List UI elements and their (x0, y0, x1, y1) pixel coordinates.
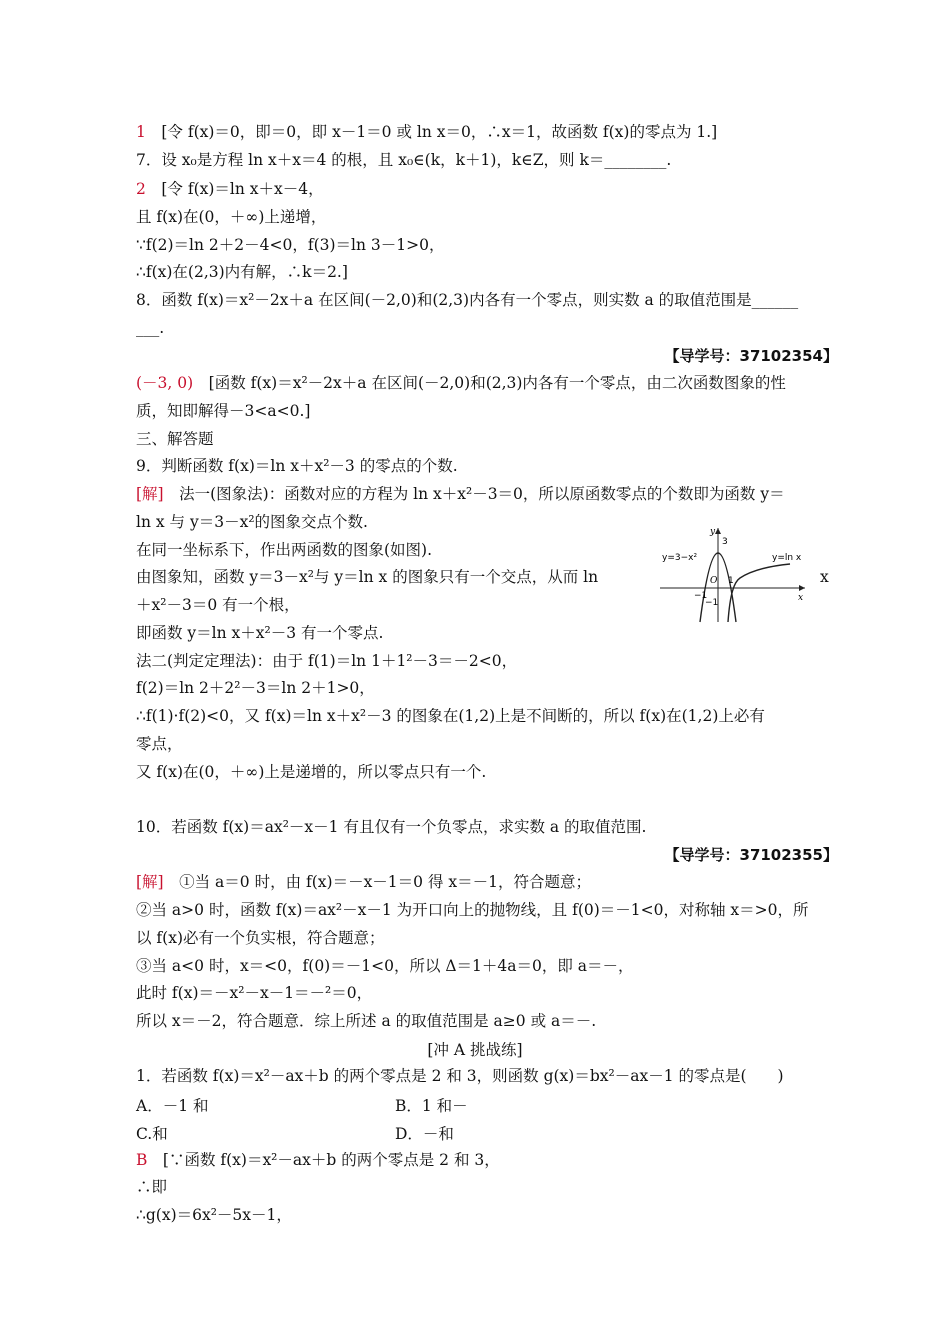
answer-marker: 1 (136, 123, 146, 141)
text-line (136, 956, 634, 976)
line-text: 7．设 x₀是方程 ln x＋x＝4 的根，且 x₀∈(k，k＋1)，k∈Z，则 k＝________. (136, 151, 672, 169)
text-line (136, 983, 372, 1003)
function-graph (660, 524, 840, 624)
line-text: ∴f(x)在(2,3)内有解，∴k＝2.] (136, 263, 348, 281)
line-text: ∵f(2)＝ln 2＋2－4<0，f(3)＝ln 3－1>0， (136, 236, 445, 254)
guide-code-1: 【导学号：37102354】 (664, 347, 838, 365)
line-text: ∴即 (136, 1178, 168, 1196)
text-line (136, 623, 383, 643)
text-line (136, 651, 517, 671)
line-text: 法一(图象法)：函数对应的方程为 ln x＋x²－3＝0，所以原函数零点的个数即为函数 y＝ (163, 485, 785, 503)
text-line (136, 318, 164, 338)
text-line (136, 900, 809, 920)
tick-neg1-x-label: −1 (694, 591, 708, 601)
line-text: 零点， (136, 735, 183, 753)
line-text: 又 f(x)在(0，＋∞)上是递增的，所以零点只有一个. (136, 763, 487, 781)
stray-x-text: x (820, 568, 829, 586)
line-text: 所以 x＝－2，符合题意．综上所述 a 的取值范围是 a≥0 或 a＝－. (136, 1012, 597, 1030)
text-line (136, 595, 300, 615)
text-line (136, 484, 785, 504)
text-line (136, 706, 765, 726)
text-line (136, 928, 385, 948)
line-text: 1．若函数 f(x)＝x²－ax＋b 的两个零点是 2 和 3，则函数 g(x)＝bx²－ax－1 的零点是( ) (136, 1067, 784, 1085)
text-line (136, 373, 786, 393)
text-line (136, 567, 598, 587)
line-text: 8．函数 f(x)＝x²－2x＋a 在区间(－2,0)和(2,3)内各有一个零点，则实数 a 的取值范围是______ (136, 291, 799, 309)
origin-label: O (710, 576, 718, 586)
line-text: 在同一坐标系下，作出两函数的图象(如图). (136, 541, 433, 559)
line-text: 三、解答题 (136, 430, 214, 448)
text-line (136, 762, 486, 782)
section-title: [冲 A 挑战练] (427, 1041, 523, 1059)
line-text: 法二(判定定理法)：由于 f(1)＝ln 1＋1²－3＝－2<0， (136, 652, 518, 670)
line-text: 由图象知，函数 y＝3－x²与 y＝ln x 的图象只有一个交点，从而 ln (136, 568, 599, 586)
text-line (136, 734, 183, 754)
text-line (136, 122, 717, 142)
text-line (136, 1066, 784, 1086)
answer-marker: [解] (136, 485, 164, 503)
ln-label: y=ln x (772, 553, 802, 563)
text-line (136, 429, 214, 449)
text-line (136, 1205, 292, 1225)
ln-curve (728, 564, 790, 622)
answer-marker: B (136, 1151, 148, 1169)
option-a: A．－1 和 (136, 1097, 209, 1115)
text-line (136, 235, 445, 255)
line-text: 即函数 y＝ln x＋x²－3 有一个零点. (136, 624, 384, 642)
line-text: f(2)＝ln 2＋2²－3＝ln 2＋1>0， (136, 679, 375, 697)
text-line (136, 179, 324, 199)
x-axis-label: x (798, 593, 804, 603)
parabola-label: y=3−x² (662, 553, 698, 563)
answer-marker: 2 (136, 180, 146, 198)
line-text: ③当 a<0 时，x＝<0，f(0)＝－1<0，所以 Δ＝1＋4a＝0，即 a＝－， (136, 957, 634, 975)
line-text: ①当 a＝0 时，由 f(x)＝－x－1＝0 得 x＝－1，符合题意； (163, 873, 591, 891)
line-text: 10．若函数 f(x)＝ax²－x－1 有且仅有一个负零点，求实数 a 的取值范围. (136, 818, 647, 836)
line-text: 质，知即解得－3<a<0.] (136, 402, 311, 420)
text-line (136, 290, 798, 310)
option-d: D．－和 (395, 1125, 454, 1143)
line-text: [函数 f(x)＝x²－2x＋a 在区间(－2,0)和(2,3)内各有一个零点，由二次函数图象的性 (193, 374, 786, 392)
line-text: ∴f(1)·f(2)<0，又 f(x)＝ln x＋x²－3 的图象在(1,2)上是不间断的，所以 f(x)在(1,2)上必有 (136, 707, 765, 725)
line-text: [∵函数 f(x)＝x²－ax＋b 的两个零点是 2 和 3， (147, 1151, 500, 1169)
line-text: 且 f(x)在(0，＋∞)上递增， (136, 208, 327, 226)
answer-marker: (－3, 0) (136, 374, 194, 392)
line-text: ___. (136, 319, 165, 337)
line-text: 以 f(x)必有一个负实根，符合题意； (136, 929, 385, 947)
text-line (136, 512, 368, 532)
line-text: 此时 f(x)＝－x²－x－1＝－²＝0， (136, 984, 373, 1002)
text-line (136, 207, 326, 227)
line-text: ＋x²－3＝0 有一个根， (136, 596, 300, 614)
text-line (136, 678, 375, 698)
line-text: ②当 a>0 时，函数 f(x)＝ax²－x－1 为开口向上的抛物线，且 f(0)＝－1<0，对称轴 x＝>0，所 (136, 901, 809, 919)
line-text: 9．判断函数 f(x)＝ln x＋x²－3 的零点的个数. (136, 457, 458, 475)
option-c: C.和 (136, 1125, 168, 1143)
text-line (136, 262, 348, 282)
text-line (136, 1177, 167, 1197)
tick-3-label: 3 (722, 537, 728, 547)
text-line (136, 401, 310, 421)
answer-marker: [解] (136, 873, 164, 891)
line-text: [令 f(x)＝ln x＋x－4， (145, 180, 324, 198)
text-line (136, 150, 671, 170)
tick-1-label: 1 (728, 576, 734, 586)
text-line (136, 1011, 596, 1031)
text-line (136, 456, 458, 476)
guide-code-2: 【导学号：37102355】 (664, 846, 838, 864)
text-line (136, 540, 432, 560)
tick-neg1-y-label: −1 (705, 598, 719, 608)
text-line (136, 1150, 500, 1170)
line-text: ln x 与 y＝3－x²的图象交点个数. (136, 513, 368, 531)
line-text: ∴g(x)＝6x²－5x－1， (136, 1206, 292, 1224)
text-line (136, 872, 591, 892)
y-axis-label: y (710, 527, 716, 537)
text-line (136, 817, 646, 837)
option-b: B．1 和－ (395, 1097, 468, 1115)
line-text: [令 f(x)＝0，即＝0，即 x－1＝0 或 ln x＝0，∴x＝1，故函数 f(x)的零点为 1.] (145, 123, 718, 141)
